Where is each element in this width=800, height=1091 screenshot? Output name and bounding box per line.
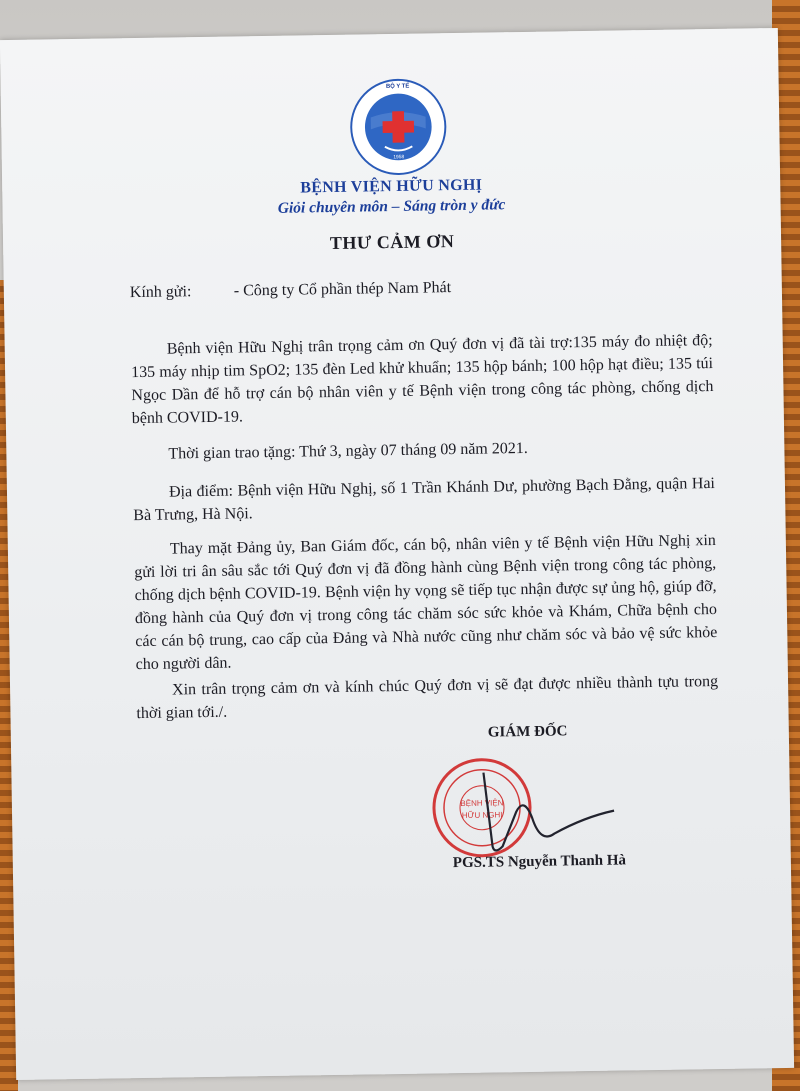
svg-text:BỘ Y TẾ: BỘ Y TẾ: [385, 83, 410, 90]
paragraph-location: [133, 472, 716, 527]
svg-text:HỮU NGHỊ: HỮU NGHỊ: [461, 810, 503, 821]
paragraph-text: Thay mặt Đảng ủy, Ban Giám đốc, cán bộ, nhân viên y tế Bệnh viện Hữu Nghị xin gửi lời tri ân sâu sắc tới Quý đơn vị đã đồng hành cùng Bệnh viện trong công tác phòng, chống dịch bệnh COVID-19. Bệnh viện hy vọng sẽ tiếp tục nhận được sự ủng hộ, giúp đỡ, đồng hành của Quý đơn vị trong công tác chăm sóc sức khỏe và Khám, Chữa bệnh cho các cán bộ trung, cao cấp của Đảng và Nhà nước cũng như chăm sóc và bảo vệ sức khỏe cho người dân.: [134, 531, 718, 674]
recipient-label: Kính gửi:: [129, 283, 192, 302]
letter-paper: [0, 28, 794, 1080]
signer-name: PGS.TS Nguyễn Thanh Hà: [452, 852, 627, 872]
letter-title: THƯ CẢM ƠN: [329, 231, 455, 254]
hospital-name: BỆNH VIỆN HỮU NGHỊ: [300, 176, 483, 197]
paragraph-closing: [136, 670, 719, 725]
paragraph-text: Xin trân trọng cảm ơn và kính chúc Quý đơn vị sẽ đạt được nhiều thành tựu trong thời gian tới./.: [136, 672, 719, 723]
paragraph-text: Thời gian trao tặng: Thứ 3, ngày 07 tháng 09 năm 2021.: [168, 439, 528, 463]
paragraph-donation: [131, 329, 714, 430]
svg-text:BỆNH VIỆN: BỆNH VIỆN: [460, 798, 504, 809]
paragraph-text: Bệnh viện Hữu Nghị trân trọng cảm ơn Quý đơn vị đã tài trợ:135 máy đo nhiệt độ; 135 máy nhịp tim SpO2; 135 đèn Led khử khuẩn; 135 hộp bánh; 100 hộp hạt điều; 135 túi Ngọc Dần để hỗ trợ cán bộ nhân viên y tế Bệnh viện trong công tác phòng, chống dịch bệnh COVID-19.: [130, 332, 714, 428]
paragraph-date: [132, 434, 714, 466]
hospital-logo: [349, 77, 449, 177]
official-stamp: [423, 750, 625, 863]
recipient-line: [130, 279, 452, 302]
signature-title: GIÁM ĐỐC: [487, 723, 568, 741]
paragraph-text: Địa điểm: Bệnh viện Hữu Nghị, số 1 Trần Khánh Dư, phường Bạch Đằng, quận Hai Bà Trưng, Hà Nội.: [133, 474, 716, 525]
svg-text:1958: 1958: [393, 155, 405, 161]
paragraph-gratitude: [134, 529, 718, 676]
letter-content: [0, 28, 794, 1080]
hospital-slogan: Giỏi chuyên môn – Sáng tròn y đức: [277, 196, 506, 217]
recipient-name: - Công ty Cổ phần thép Nam Phát: [233, 279, 452, 300]
